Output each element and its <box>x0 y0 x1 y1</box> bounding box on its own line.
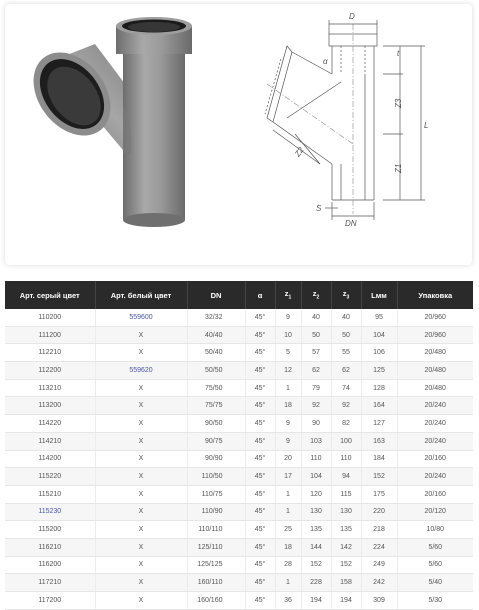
cell-art-gray: 115220 <box>5 468 95 486</box>
cell-dn: 110/50 <box>187 468 245 486</box>
cell-z1: 36 <box>275 592 301 610</box>
cell-alpha: 45° <box>245 521 275 539</box>
cell-art-white: X <box>95 592 187 610</box>
table-row <box>5 309 473 326</box>
cell-art-white: X <box>95 556 187 574</box>
cell-alpha: 45° <box>245 344 275 362</box>
table-row <box>5 503 473 521</box>
cell-alpha: 45° <box>245 574 275 592</box>
cell-alpha: 45° <box>245 362 275 380</box>
cell-z1: 9 <box>275 432 301 450</box>
cell-l-mm: 163 <box>361 432 397 450</box>
dim-z2-label: Z2 <box>292 145 306 159</box>
cell-packaging: 20/120 <box>397 503 473 521</box>
dim-z1-label: Z1 <box>394 163 403 173</box>
cell-art-gray: 117200 <box>5 592 95 610</box>
cell-l-mm: 175 <box>361 485 397 503</box>
specs-table-container <box>5 281 473 610</box>
cell-alpha: 45° <box>245 468 275 486</box>
cell-art-gray: 112210 <box>5 344 95 362</box>
cell-z2: 57 <box>301 344 331 362</box>
cell-art-white: X <box>95 468 187 486</box>
cell-art-white[interactable]: 559600 <box>95 309 187 326</box>
cell-z3: 92 <box>331 397 361 415</box>
table-row <box>5 432 473 450</box>
cell-dn: 110/110 <box>187 521 245 539</box>
cell-alpha: 45° <box>245 432 275 450</box>
table-row <box>5 574 473 592</box>
cell-z1: 1 <box>275 485 301 503</box>
cell-z1: 17 <box>275 468 301 486</box>
cell-art-gray: 114220 <box>5 415 95 433</box>
cell-art-gray: 117210 <box>5 574 95 592</box>
cell-l-mm: 104 <box>361 326 397 344</box>
cell-z3: 50 <box>331 326 361 344</box>
cell-z1: 1 <box>275 574 301 592</box>
cell-l-mm: 164 <box>361 397 397 415</box>
cell-packaging: 20/160 <box>397 485 473 503</box>
cell-art-white: X <box>95 415 187 433</box>
cell-z2: 50 <box>301 326 331 344</box>
cell-l-mm: 220 <box>361 503 397 521</box>
cell-l-mm: 127 <box>361 415 397 433</box>
cell-art-gray: 113210 <box>5 379 95 397</box>
pipe-photo <box>18 17 192 227</box>
cell-z2: 144 <box>301 538 331 556</box>
cell-l-mm: 184 <box>361 450 397 468</box>
dim-s-label: S <box>316 204 322 213</box>
column-header-label: DN <box>210 290 222 300</box>
cell-l-mm: 249 <box>361 556 397 574</box>
cell-z1: 5 <box>275 344 301 362</box>
cell-z1: 9 <box>275 309 301 326</box>
cell-art-gray: 111200 <box>5 326 95 344</box>
dim-d-label: D <box>349 12 355 21</box>
table-body <box>5 309 473 609</box>
table-row <box>5 362 473 380</box>
table-row <box>5 450 473 468</box>
cell-dn: 50/50 <box>187 362 245 380</box>
column-header-label: Арт. серый цвет <box>19 290 80 300</box>
cell-packaging: 20/240 <box>397 397 473 415</box>
cell-l-mm: 106 <box>361 344 397 362</box>
cell-packaging: 20/240 <box>397 432 473 450</box>
cell-alpha: 45° <box>245 309 275 326</box>
column-header-label: z <box>312 289 317 299</box>
cell-art-gray: 115210 <box>5 485 95 503</box>
product-image-card <box>5 4 472 265</box>
table-row <box>5 379 473 397</box>
cell-z1: 18 <box>275 538 301 556</box>
column-header-label: z <box>284 289 289 299</box>
cell-z1: 28 <box>275 556 301 574</box>
cell-dn: 50/40 <box>187 344 245 362</box>
cell-art-white: X <box>95 326 187 344</box>
column-header-packaging <box>397 281 473 309</box>
cell-packaging: 20/960 <box>397 326 473 344</box>
cell-dn: 32/32 <box>187 309 245 326</box>
cell-packaging: 5/60 <box>397 556 473 574</box>
column-header-label: z <box>342 289 347 299</box>
cell-alpha: 45° <box>245 415 275 433</box>
column-header-l-mm <box>361 281 397 309</box>
cell-dn: 160/160 <box>187 592 245 610</box>
column-header-subscript: 3 <box>346 294 350 301</box>
table-row <box>5 344 473 362</box>
cell-z2: 104 <box>301 468 331 486</box>
column-header-label: Упаковка <box>418 290 453 300</box>
cell-dn: 90/90 <box>187 450 245 468</box>
cell-z3: 194 <box>331 592 361 610</box>
cell-alpha: 45° <box>245 397 275 415</box>
cell-z1: 1 <box>275 379 301 397</box>
cell-packaging: 20/960 <box>397 309 473 326</box>
cell-art-white: X <box>95 521 187 539</box>
dim-dn-label: DN <box>345 219 357 228</box>
cell-l-mm: 128 <box>361 379 397 397</box>
cell-z2: 62 <box>301 362 331 380</box>
dim-alpha-label: α <box>323 57 328 66</box>
cell-z1: 10 <box>275 326 301 344</box>
column-header-label: Арт. белый цвет <box>110 290 172 300</box>
cell-z3: 74 <box>331 379 361 397</box>
table-row <box>5 556 473 574</box>
cell-packaging: 10/80 <box>397 521 473 539</box>
cell-art-white: X <box>95 432 187 450</box>
cell-l-mm: 95 <box>361 309 397 326</box>
cell-dn: 125/110 <box>187 538 245 556</box>
cell-z3: 152 <box>331 556 361 574</box>
cell-z3: 110 <box>331 450 361 468</box>
cell-art-white: X <box>95 574 187 592</box>
table-row <box>5 592 473 610</box>
cell-dn: 110/90 <box>187 503 245 521</box>
cell-art-gray: 116200 <box>5 556 95 574</box>
cell-packaging: 20/160 <box>397 450 473 468</box>
cell-dn: 90/75 <box>187 432 245 450</box>
cell-packaging: 5/60 <box>397 538 473 556</box>
table-row <box>5 521 473 539</box>
cell-dn: 160/110 <box>187 574 245 592</box>
table-row <box>5 485 473 503</box>
cell-art-white: X <box>95 538 187 556</box>
cell-z2: 40 <box>301 309 331 326</box>
cell-z2: 90 <box>301 415 331 433</box>
cell-z3: 55 <box>331 344 361 362</box>
specs-table <box>5 281 473 610</box>
table-header-row <box>5 281 473 309</box>
cell-z3: 94 <box>331 468 361 486</box>
column-header-z2 <box>301 281 331 309</box>
column-header-subscript: 2 <box>316 294 320 301</box>
cell-dn: 90/50 <box>187 415 245 433</box>
cell-art-gray: 116210 <box>5 538 95 556</box>
cell-packaging: 20/240 <box>397 468 473 486</box>
cell-dn: 40/40 <box>187 326 245 344</box>
column-header-art-white <box>95 281 187 309</box>
table-row <box>5 326 473 344</box>
table-row <box>5 415 473 433</box>
column-header-subscript: 1 <box>288 294 292 301</box>
dim-z3-label: Z3 <box>394 98 403 108</box>
cell-l-mm: 125 <box>361 362 397 380</box>
cell-z2: 194 <box>301 592 331 610</box>
cell-z1: 18 <box>275 397 301 415</box>
cell-alpha: 45° <box>245 592 275 610</box>
column-header-z3 <box>331 281 361 309</box>
cell-z3: 100 <box>331 432 361 450</box>
column-header-label: Lмм <box>371 290 387 300</box>
cell-z2: 103 <box>301 432 331 450</box>
cell-art-white: X <box>95 344 187 362</box>
cell-dn: 110/75 <box>187 485 245 503</box>
cell-z1: 9 <box>275 415 301 433</box>
cell-alpha: 45° <box>245 379 275 397</box>
cell-art-gray: 114210 <box>5 432 95 450</box>
cell-z3: 40 <box>331 309 361 326</box>
cell-packaging: 5/40 <box>397 574 473 592</box>
cell-art-gray: 113200 <box>5 397 95 415</box>
cell-z1: 25 <box>275 521 301 539</box>
cell-dn: 75/75 <box>187 397 245 415</box>
cell-l-mm: 309 <box>361 592 397 610</box>
cell-packaging: 20/480 <box>397 379 473 397</box>
product-illustration <box>5 4 472 265</box>
cell-z2: 120 <box>301 485 331 503</box>
cell-z2: 130 <box>301 503 331 521</box>
column-header-label: α <box>257 290 263 300</box>
cell-alpha: 45° <box>245 556 275 574</box>
cell-dn: 75/50 <box>187 379 245 397</box>
cell-z3: 135 <box>331 521 361 539</box>
cell-z3: 62 <box>331 362 361 380</box>
table-row <box>5 468 473 486</box>
cell-alpha: 45° <box>245 450 275 468</box>
cell-packaging: 20/480 <box>397 344 473 362</box>
cell-z2: 79 <box>301 379 331 397</box>
cell-packaging: 20/240 <box>397 415 473 433</box>
cell-z3: 115 <box>331 485 361 503</box>
cell-alpha: 45° <box>245 503 275 521</box>
cell-art-white[interactable]: 559620 <box>95 362 187 380</box>
cell-art-gray: 114200 <box>5 450 95 468</box>
cell-art-gray: 115200 <box>5 521 95 539</box>
cell-z3: 82 <box>331 415 361 433</box>
cell-z3: 158 <box>331 574 361 592</box>
cell-l-mm: 218 <box>361 521 397 539</box>
cell-z2: 135 <box>301 521 331 539</box>
table-row <box>5 397 473 415</box>
cell-alpha: 45° <box>245 326 275 344</box>
cell-packaging: 20/480 <box>397 362 473 380</box>
cell-z3: 142 <box>331 538 361 556</box>
cell-z2: 228 <box>301 574 331 592</box>
cell-art-white: X <box>95 379 187 397</box>
cell-z2: 92 <box>301 397 331 415</box>
column-header-z1 <box>275 281 301 309</box>
cell-z1: 20 <box>275 450 301 468</box>
cell-art-white: X <box>95 397 187 415</box>
cell-z2: 110 <box>301 450 331 468</box>
cell-alpha: 45° <box>245 538 275 556</box>
cell-z3: 130 <box>331 503 361 521</box>
cell-l-mm: 152 <box>361 468 397 486</box>
cell-z2: 152 <box>301 556 331 574</box>
cell-art-white: X <box>95 485 187 503</box>
column-header-dn <box>187 281 245 309</box>
cell-art-gray: 110200 <box>5 309 95 326</box>
cell-z1: 1 <box>275 503 301 521</box>
cell-dn: 125/125 <box>187 556 245 574</box>
cell-art-gray: 112200 <box>5 362 95 380</box>
cell-art-gray[interactable]: 115230 <box>5 503 95 521</box>
column-header-alpha <box>245 281 275 309</box>
cell-packaging: 5/30 <box>397 592 473 610</box>
table-row <box>5 538 473 556</box>
column-header-art-gray <box>5 281 95 309</box>
cell-art-white: X <box>95 503 187 521</box>
technical-drawing <box>265 20 425 220</box>
cell-art-white: X <box>95 450 187 468</box>
cell-alpha: 45° <box>245 485 275 503</box>
cell-l-mm: 242 <box>361 574 397 592</box>
dim-l-label: L <box>424 121 429 130</box>
dim-t-label: t <box>397 49 400 58</box>
cell-l-mm: 224 <box>361 538 397 556</box>
cell-z1: 12 <box>275 362 301 380</box>
